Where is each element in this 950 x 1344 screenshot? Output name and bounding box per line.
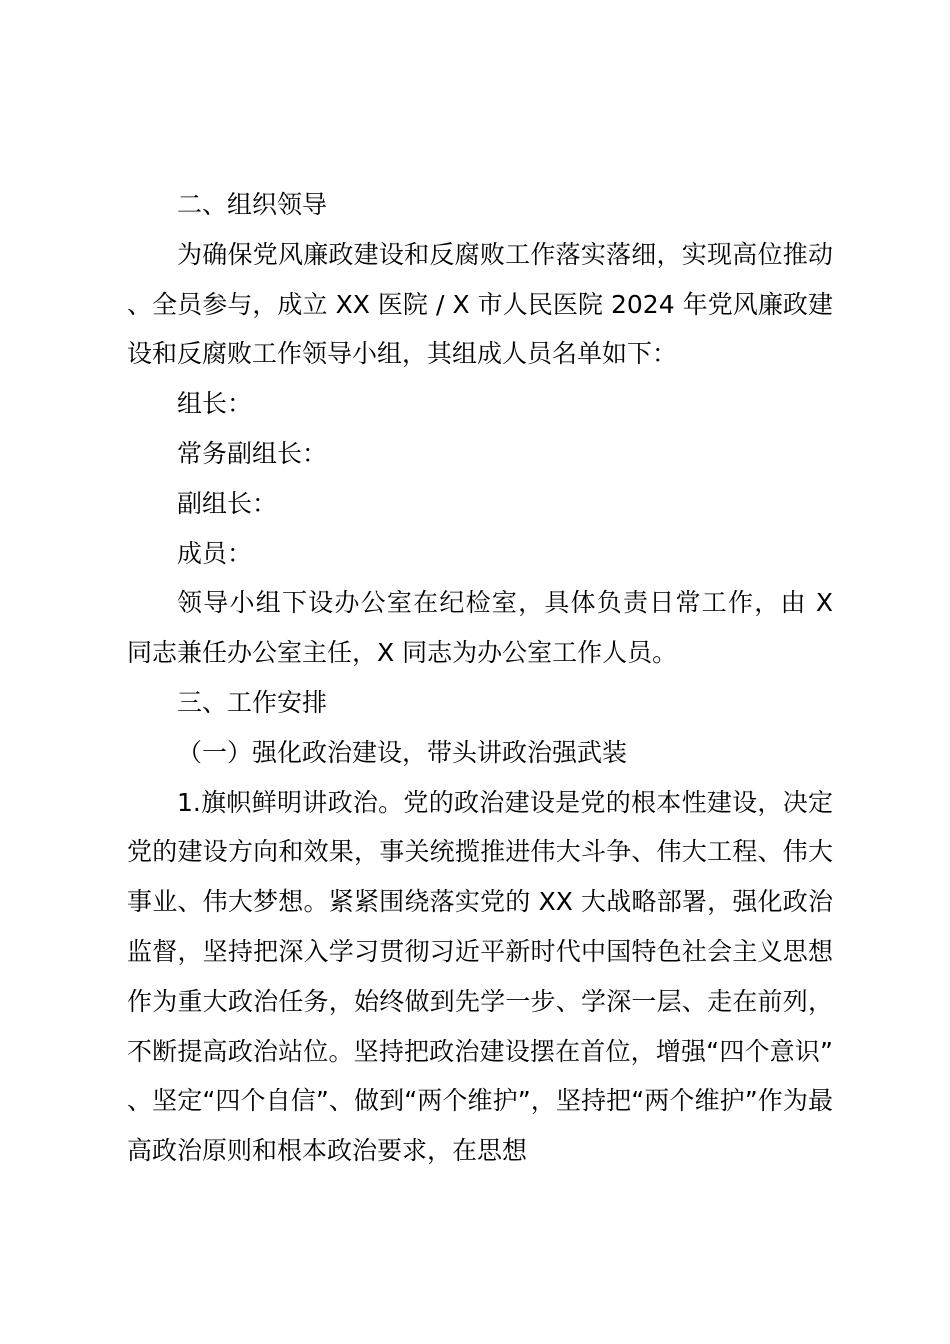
leader-line: 组长：: [177, 389, 253, 419]
subsection-heading-political-construction: （一）强化政治建设，带头讲政治强武装: [177, 737, 628, 767]
item-paragraph-politics: 1.旗帜鲜明讲政治。党的政治建设是党的根本性建设，决定党的建设方向和效果，事关统揽推进伟大斗争、伟大工程、伟大事业、伟大梦想。紧紧围绕落实党的 XX 大战略部署，强化政治监督，坚持把深入学习贯彻习近平新时代中国特色社会主义思想作为重大政治任务，始终做到先学一步、学深一层、走在前列，不断提高政治站位。坚持把政治建设摆在首位，增强“四个意识”、坚定“四个自信”、做到“两个维护”，坚持把“两个维护”作为最高政治原则和根本政治要求，在思想: [127, 787, 833, 1166]
document-body: [127, 180, 833, 1176]
section-heading-organization: 二、组织领导: [177, 190, 328, 219]
executive-deputy-leader-line: 常务副组长：: [177, 438, 328, 468]
office-paragraph: 领导小组下设办公室在纪检室，具体负责日常工作，由 X 同志兼任办公室主任，X 同志为办公室工作人员。: [127, 588, 833, 668]
intro-paragraph: 为确保党风廉政建设和反腐败工作落实落细，实现高位推动、全员参与，成立 XX 医院 / X 市人民医院 2024 年党风廉政建设和反腐败工作领导小组，其组成人员名单如下：: [127, 239, 833, 369]
section-heading-work-arrangement: 三、工作安排: [177, 687, 328, 717]
members-line: 成员：: [177, 538, 253, 568]
deputy-leader-line: 副组长：: [177, 488, 278, 518]
